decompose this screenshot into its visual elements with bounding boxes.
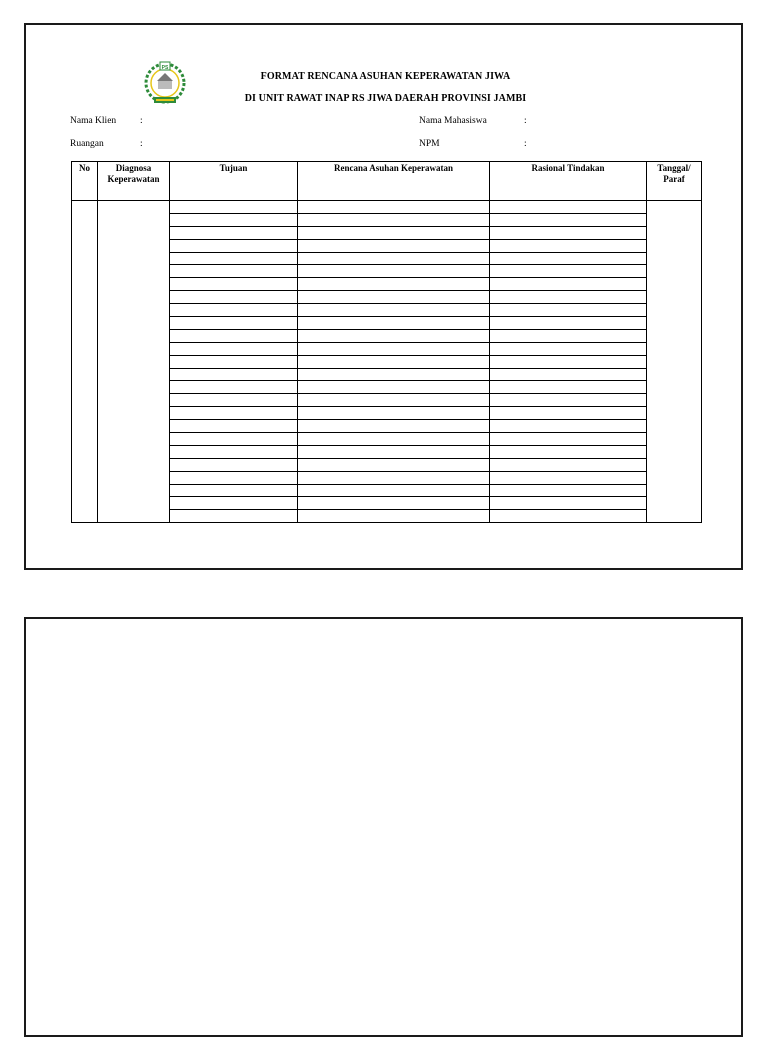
cell-tujuan[interactable] <box>170 252 298 265</box>
colon-ruangan: : <box>140 139 143 149</box>
cell-rencana[interactable] <box>298 381 490 394</box>
cell-rencana[interactable] <box>298 226 490 239</box>
cell-tujuan[interactable] <box>170 394 298 407</box>
cell-rasional[interactable] <box>490 381 647 394</box>
cell-rasional[interactable] <box>490 201 647 214</box>
form-title-line-2: DI UNIT RAWAT INAP RS JIWA DAERAH PROVINSI JAMBI <box>244 93 527 104</box>
cell-rasional[interactable] <box>490 433 647 446</box>
cell-rasional[interactable] <box>490 291 647 304</box>
cell-rencana[interactable] <box>298 265 490 278</box>
cell-rencana[interactable] <box>298 317 490 330</box>
header-tujuan: Tujuan <box>170 162 298 201</box>
cell-tujuan[interactable] <box>170 484 298 497</box>
cell-rencana[interactable] <box>298 342 490 355</box>
header-rencana: Rencana Asuhan Keperawatan <box>298 162 490 201</box>
cell-rencana[interactable] <box>298 201 490 214</box>
cell-rencana[interactable] <box>298 252 490 265</box>
cell-rencana[interactable] <box>298 394 490 407</box>
cell-tujuan[interactable] <box>170 329 298 342</box>
colon-npm: : <box>524 139 527 149</box>
cell-rasional[interactable] <box>490 510 647 523</box>
cell-rasional[interactable] <box>490 317 647 330</box>
cell-tujuan[interactable] <box>170 381 298 394</box>
label-ruangan: Ruangan <box>70 139 104 149</box>
cell-rasional[interactable] <box>490 471 647 484</box>
cell-rasional[interactable] <box>490 239 647 252</box>
cell-tujuan[interactable] <box>170 497 298 510</box>
cell-rencana[interactable] <box>298 368 490 381</box>
header-tanggal-paraf: Tanggal/ Paraf <box>647 162 702 201</box>
table-body <box>72 201 702 523</box>
cell-rasional[interactable] <box>490 407 647 420</box>
cell-tujuan[interactable] <box>170 510 298 523</box>
cell-rencana[interactable] <box>298 471 490 484</box>
cell-rasional[interactable] <box>490 420 647 433</box>
cell-rasional[interactable] <box>490 484 647 497</box>
cell-rasional[interactable] <box>490 265 647 278</box>
cell-tujuan[interactable] <box>170 239 298 252</box>
cell-rencana[interactable] <box>298 329 490 342</box>
cell-tujuan[interactable] <box>170 342 298 355</box>
cell-rencana[interactable] <box>298 445 490 458</box>
label-nama-klien: Nama Klien <box>70 116 117 126</box>
cell-tujuan[interactable] <box>170 368 298 381</box>
form-page-1 <box>24 23 743 570</box>
colon-nama-klien: : <box>140 116 143 126</box>
cell-tujuan[interactable] <box>170 445 298 458</box>
cell-rencana[interactable] <box>298 420 490 433</box>
form-title-line-1: FORMAT RENCANA ASUHAN KEPERAWATAN JIWA <box>260 71 511 82</box>
cell-rencana[interactable] <box>298 278 490 291</box>
care-plan-table <box>71 161 702 523</box>
cell-rencana[interactable] <box>298 433 490 446</box>
cell-rasional[interactable] <box>490 278 647 291</box>
cell-rasional[interactable] <box>490 342 647 355</box>
cell-rasional[interactable] <box>490 252 647 265</box>
cell-rasional[interactable] <box>490 368 647 381</box>
cell-tujuan[interactable] <box>170 407 298 420</box>
cell-tujuan[interactable] <box>170 458 298 471</box>
cell-tujuan[interactable] <box>170 317 298 330</box>
svg-text:PS: PS <box>161 65 169 71</box>
cell-tujuan[interactable] <box>170 213 298 226</box>
cell-rencana[interactable] <box>298 458 490 471</box>
cell-tujuan[interactable] <box>170 291 298 304</box>
label-nama-mahasiswa: Nama Mahasiswa <box>419 116 487 126</box>
cell-tujuan[interactable] <box>170 226 298 239</box>
cell-rencana[interactable] <box>298 407 490 420</box>
cell-rencana[interactable] <box>298 213 490 226</box>
table-row <box>72 201 702 214</box>
cell-rencana[interactable] <box>298 355 490 368</box>
cell-tujuan[interactable] <box>170 471 298 484</box>
table-header-row <box>72 162 702 201</box>
cell-rasional[interactable] <box>490 226 647 239</box>
cell-rasional[interactable] <box>490 445 647 458</box>
cell-rasional[interactable] <box>490 355 647 368</box>
header-no: No <box>72 162 98 201</box>
cell-rencana[interactable] <box>298 239 490 252</box>
cell-diagnosa[interactable] <box>98 201 170 523</box>
cell-rencana[interactable] <box>298 304 490 317</box>
cell-tujuan[interactable] <box>170 201 298 214</box>
cell-rasional[interactable] <box>490 497 647 510</box>
header-diagnosa: Diagnosa Keperawatan <box>98 162 170 201</box>
cell-rasional[interactable] <box>490 213 647 226</box>
cell-tujuan[interactable] <box>170 278 298 291</box>
colon-nama-mahasiswa: : <box>524 116 527 126</box>
cell-tujuan[interactable] <box>170 433 298 446</box>
cell-rencana[interactable] <box>298 510 490 523</box>
cell-tujuan[interactable] <box>170 420 298 433</box>
cell-rasional[interactable] <box>490 329 647 342</box>
label-npm: NPM <box>419 139 440 149</box>
form-page-2 <box>24 617 743 1037</box>
cell-rencana[interactable] <box>298 497 490 510</box>
cell-rasional[interactable] <box>490 458 647 471</box>
cell-no[interactable] <box>72 201 98 523</box>
cell-tujuan[interactable] <box>170 265 298 278</box>
cell-rasional[interactable] <box>490 394 647 407</box>
cell-tanggal-paraf[interactable] <box>647 201 702 523</box>
cell-rasional[interactable] <box>490 304 647 317</box>
cell-rencana[interactable] <box>298 291 490 304</box>
cell-tujuan[interactable] <box>170 355 298 368</box>
header-rasional: Rasional Tindakan <box>490 162 647 201</box>
cell-tujuan[interactable] <box>170 304 298 317</box>
cell-rencana[interactable] <box>298 484 490 497</box>
